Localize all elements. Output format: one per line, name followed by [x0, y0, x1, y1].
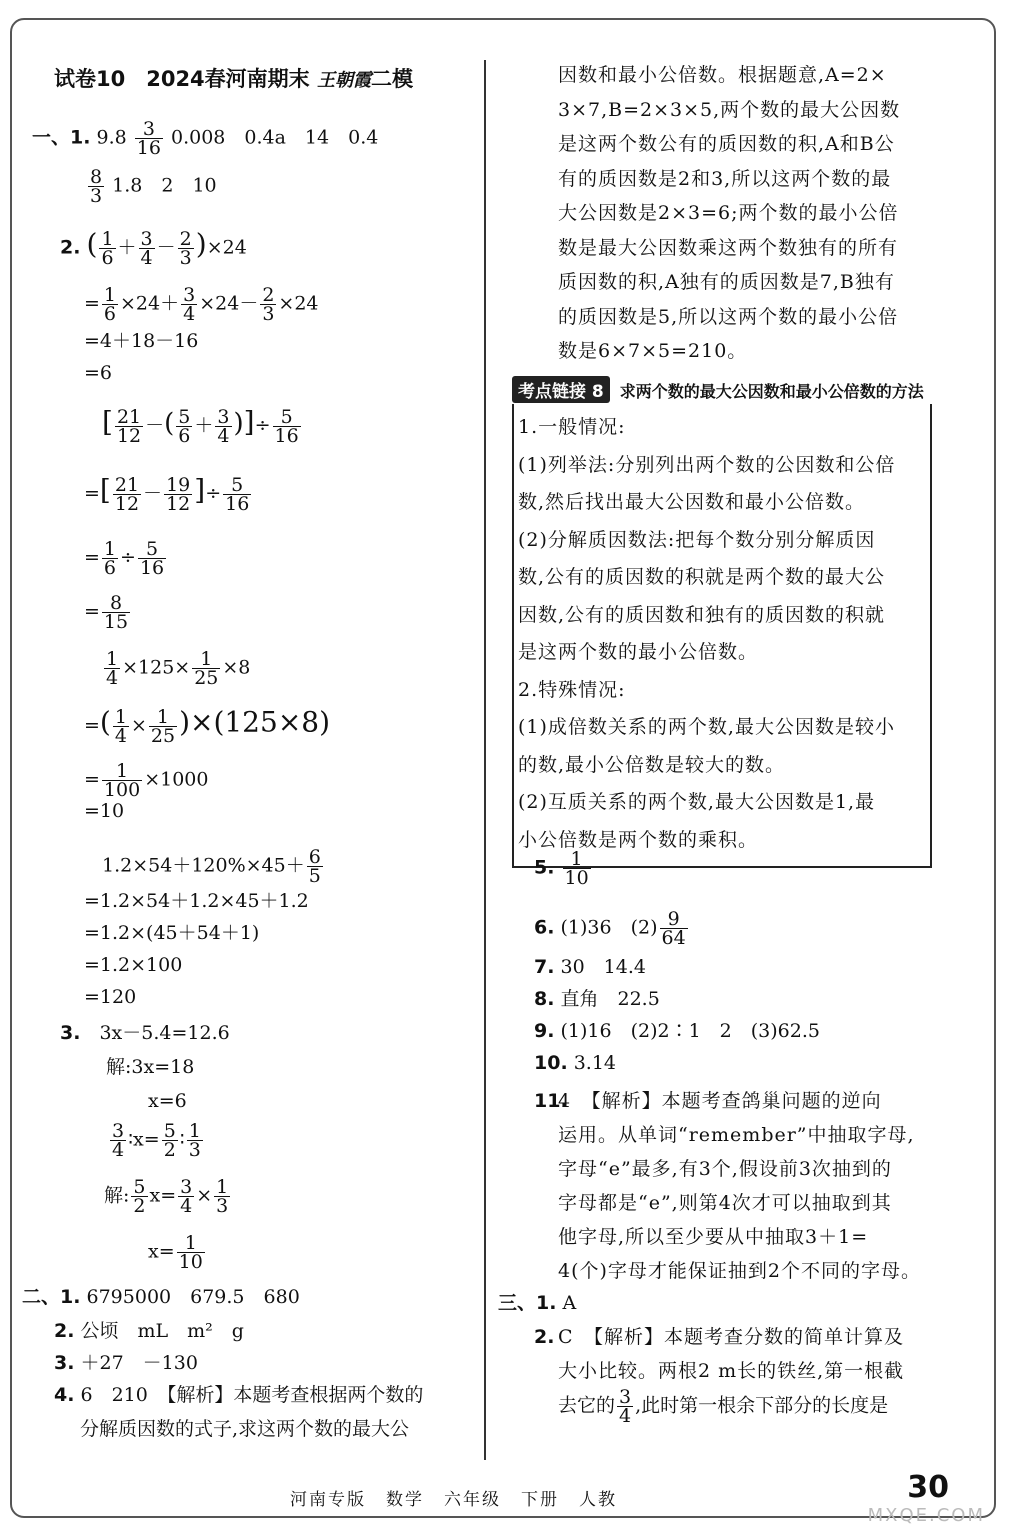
q2-d-line5: =120 [84, 986, 137, 1008]
knowledge-link-line: 小公倍数是两个数的乘积。 [518, 828, 759, 851]
page-title: 试卷10 2024春河南期末 王朝霞二模 [54, 67, 413, 91]
knowledge-link-title: 求两个数的最大公因数和最小公倍数的方法 [619, 382, 924, 401]
answer-1-1: 一、1. 9.8 $\frac{3}{16}$ 0.008 0.4a 14 0.4 [32, 118, 379, 159]
knowledge-link-line: (2)分解质因数法:把每个数分别分解质因 [518, 528, 876, 551]
footer: 河南专版 数学 六年级 下册 人教 [290, 1490, 617, 1510]
q2-c-line4: =10 [84, 800, 125, 822]
knowledge-link-line: (1)成倍数关系的两个数,最大公因数是较小 [518, 716, 895, 738]
answer-1-6: 6. (1)36 (2) $\frac{9}{64}$ [534, 908, 686, 949]
answer-3-2-line: 大小比较。两根2 m长的铁丝,第一根截 [558, 1360, 905, 1382]
q2-line3: =4＋18－16 [84, 330, 199, 352]
analysis-line: 3×7,B=2×3×5,两个数的最大公因数 [558, 98, 901, 121]
answer-2-1: 二、1. 6795000 679.5 680 [22, 1286, 300, 1308]
answer-3-2-last: 去它的 $\frac{3}{4}$ ,此时第一根余下部分的长度是 [558, 1386, 889, 1427]
knowledge-link-line: 的数,最小公倍数是较大的数。 [518, 753, 786, 776]
knowledge-link-line: 1.一般情况: [518, 416, 626, 438]
answer-2-4: 4. 6 210 【解析】本题考查根据两个数的 [54, 1384, 424, 1406]
fraction: $\frac{3}{16}$ [136, 118, 161, 159]
knowledge-link-line: 数,然后找出最大公因数和最小公倍数。 [518, 491, 866, 513]
answer-1-10: 10. 3.14 [534, 1052, 617, 1074]
q2-line4: =6 [84, 362, 113, 384]
q2-c-line3: = $\frac{1}{100}$ ×1000 [84, 760, 209, 801]
answer-2-2: 2. 公顷 mL m² g [54, 1320, 244, 1342]
knowledge-link-line: 是这两个数的最小公倍数。 [518, 641, 759, 663]
knowledge-link-tag: 考点链接 8 [512, 376, 610, 403]
q2-line1: 2. ( $\frac{1}{6}$ ＋ $\frac{3}{4}$ － $\frac{2}{3}$ )×24 [60, 227, 247, 269]
answer-3-2-label: 2. [534, 1326, 555, 1348]
analysis-line: 是这两个数公有的质因数的积,A和B公 [558, 133, 895, 155]
knowledge-link-line: (2)互质关系的两个数,最大公因数是1,最 [518, 791, 876, 813]
left-column [22, 64, 472, 1440]
answer-1-11-line: 字母“e”最多,有3个,假设前3次抽到的 [558, 1158, 892, 1180]
answer-2-4-cont: 分解质因数的式子,求这两个数的最大公 [80, 1418, 410, 1440]
q2-b-line4: = $\frac{8}{15}$ [84, 592, 129, 633]
brand-logo: 王朝霞 [316, 70, 371, 91]
analysis-line: 质因数的积,A独有的质因数是7,B独有 [558, 271, 895, 293]
answer-1-11-line: 4(个)字母才能保证抽到2个不同的字母。 [558, 1260, 922, 1282]
q3-line6: x= $\frac{1}{10}$ [148, 1232, 203, 1273]
q3-line2: 解:3x=18 [106, 1056, 195, 1078]
q2-line2: = $\frac{1}{6}$ ×24＋ $\frac{3}{4}$ ×24－ $\frac{2}{3}$ ×24 [84, 284, 319, 325]
answer-1-11-line: 他字母,所以至少要从中抽取3＋1= [558, 1226, 869, 1248]
q2-d-line2: =1.2×54＋1.2×45＋1.2 [84, 890, 309, 912]
column-divider [484, 60, 486, 1460]
answer-1-8: 8. 直角 22.5 [534, 988, 660, 1010]
analysis-line: 的质因数是5,所以这两个数的最小公倍 [558, 305, 899, 328]
answer-3-2-line: C 【解析】本题考查分数的简单计算及 [558, 1326, 905, 1348]
answer-1-11-label: 11. [534, 1090, 568, 1112]
answer-1-5: 5. $\frac{1}{10}$ [534, 848, 589, 889]
q2-d-line4: =1.2×100 [84, 954, 183, 976]
q2-d-line3: =1.2×(45＋54＋1) [84, 922, 260, 944]
watermark: MXQE.COM [867, 1505, 985, 1526]
q3-line5: 解: $\frac{5}{2}$ x= $\frac{3}{4}$ × $\frac{1}{3}$ [104, 1176, 229, 1217]
knowledge-link-line: 因数,公有的质因数和独有的质因数的积就 [518, 603, 886, 626]
knowledge-link-line: 2.特殊情况: [518, 678, 626, 701]
q2-b-line3: = $\frac{1}{6}$ ÷ $\frac{5}{16}$ [84, 538, 165, 579]
analysis-line: 因数和最小公倍数。根据题意,A=2× [558, 64, 887, 86]
answer-2-3: 3. ＋27 －130 [54, 1352, 198, 1374]
analysis-line: 有的质因数是2和3,所以这两个数的最 [558, 167, 892, 190]
analysis-line: 大公因数是2×3=6;两个数的最小公倍 [558, 202, 899, 224]
q3-line4: $\frac{3}{4}$ ∶x= $\frac{5}{2}$ ∶ $\frac{1}{3}$ [112, 1120, 201, 1161]
q2-d-line1: 1.2×54＋120%×45＋ $\frac{6}{5}$ [102, 846, 321, 887]
analysis-line: 数是6×7×5=210。 [558, 340, 748, 362]
q3-line1: 3. 3x－5.4=12.6 [60, 1022, 230, 1044]
answer-1-1-cont: $\frac{8}{3}$ 1.8 2 10 [90, 166, 217, 207]
q2-c-line1: $\frac{1}{4}$ ×125× $\frac{1}{25}$ ×8 [106, 648, 251, 689]
knowledge-link-line: (1)列举法:分别列出两个数的公因数和公倍 [518, 453, 896, 476]
knowledge-link-header [512, 376, 942, 404]
answer-1-9: 9. (1)16 (2)2∶1 2 (3)62.5 [534, 1020, 820, 1042]
answer-1-11-line: 4 【解析】本题考查鸽巢问题的逆向 [558, 1090, 882, 1112]
answer-3-1: 三、1. A [498, 1292, 577, 1314]
q2-c-line2: =( $\frac{1}{4}$ × $\frac{1}{25}$ )×(125×8) [84, 705, 331, 747]
q2-b-line2: =[ $\frac{21}{12}$ － $\frac{19}{12}$ ]÷ $\frac{5}{16}$ [84, 473, 250, 515]
q2-b-line1: [ $\frac{21}{12}$ －( $\frac{5}{6}$ ＋ $\frac{3}{4}$ )]÷ $\frac{5}{16}$ [102, 405, 299, 447]
knowledge-link-line: 数,公有的质因数的积就是两个数的最大公 [518, 566, 886, 588]
answer-1-11-line: 运用。从单词“remember”中抽取字母, [558, 1124, 915, 1146]
page-number: 30 [907, 1470, 949, 1505]
analysis-line: 数是最大公因数乘这两个数独有的所有 [558, 236, 899, 259]
answer-1-11-line: 字母都是“e”,则第4次才可以抽取到其 [558, 1192, 892, 1214]
q3-line3: x=6 [148, 1090, 187, 1112]
answer-1-7: 7. 30 14.4 [534, 956, 646, 978]
